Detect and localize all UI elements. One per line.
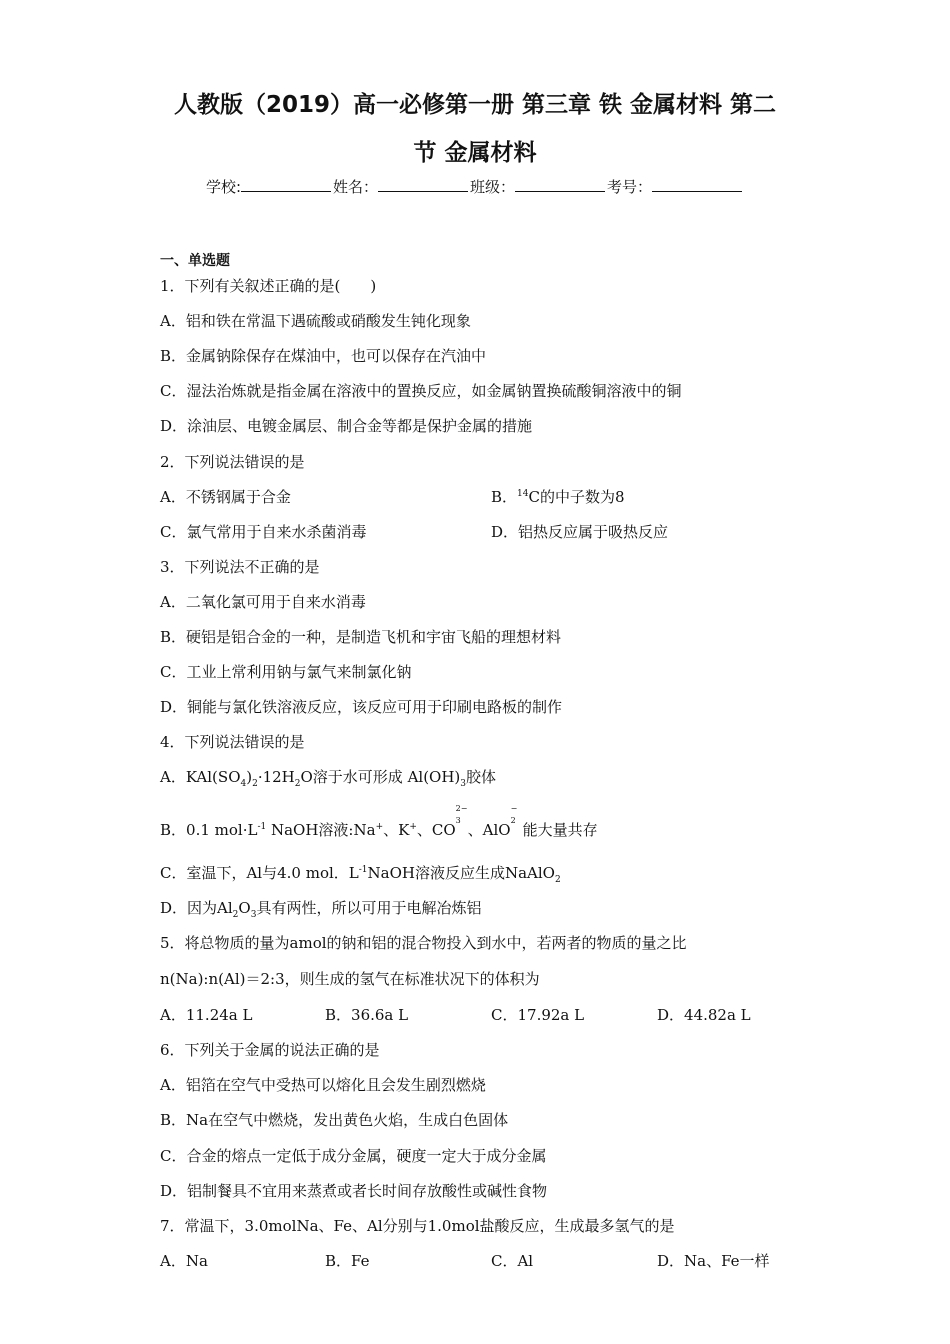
q4-stem: 4．下列说法错误的是	[160, 733, 305, 751]
q6-option-b[interactable]: B．Na在空气中燃烧，发出黄色火焰，生成白色固体	[160, 1111, 509, 1129]
q3-option-c[interactable]: C．工业上常利用钠与氯气来制氯化钠	[160, 663, 412, 681]
q7-stem: 7．常温下，3.0molNa、Fe、Al分别与1.0mol盐酸反应，生成最多氢气的是	[160, 1217, 675, 1235]
q4-b-text6: 能大量共存	[522, 821, 598, 839]
q2-option-d[interactable]: D．铝热反应属于吸热反应	[491, 523, 669, 541]
q1-stem: 1．下列有关叙述正确的是( )	[160, 277, 377, 295]
name-blank[interactable]	[378, 177, 468, 192]
q4-a-text1: A．KAl(SO	[160, 768, 241, 786]
q1-option-a[interactable]: A．铝和铁在常温下遇硫酸或硝酸发生钝化现象	[160, 312, 471, 330]
q6-option-a[interactable]: A．铝箔在空气中受热可以熔化且会发生剧烈燃烧	[160, 1076, 486, 1094]
carbonate-charge: 2−	[455, 804, 468, 813]
class-label: 班级：	[470, 178, 516, 196]
q2-option-b[interactable]	[491, 487, 625, 507]
q5-option-c[interactable]: C．17.92a L	[491, 1006, 585, 1024]
q5-stem-line1: 5．将总物质的量为amol的钠和铝的混合物投入到水中，若两者的物质的量之比	[160, 934, 687, 952]
q1-option-c[interactable]: C．湿法治炼就是指金属在溶液中的置换反应，如金属钠置换硫酸铜溶液中的铜	[160, 382, 682, 400]
q4-option-d[interactable]	[160, 898, 481, 918]
q6-option-c[interactable]: C．合金的熔点一定低于成分金属，硬度一定大于成分金属	[160, 1147, 547, 1165]
q4-a-text4: O溶于水可形成 Al(OH)	[300, 768, 461, 786]
q2-b-mass-number: 14	[517, 489, 529, 499]
q4-a-sub4: 3	[460, 779, 467, 789]
q7-option-d[interactable]: D．Na、Fe一样	[657, 1252, 770, 1270]
q5-stem-line2: n(Na):n(Al)＝2:3，则生成的氢气在标准状况下的体积为	[160, 970, 540, 988]
q4-c-text1: C．室温下，Al与4.0 mol．L	[160, 864, 359, 882]
q3-stem: 3．下列说法不正确的是	[160, 558, 320, 576]
q4-b-sup2: +	[375, 822, 384, 832]
school-label: 学校:	[205, 178, 241, 196]
q4-b-text1: B．0.1 mol·L	[160, 821, 258, 839]
q7-option-c[interactable]: C．Al	[491, 1252, 534, 1270]
q6-stem: 6．下列关于金属的说法正确的是	[160, 1041, 380, 1059]
q4-b-sup3: +	[409, 822, 417, 832]
q4-a-text2: )	[246, 768, 253, 786]
q1-option-b[interactable]: B．金属钠除保存在煤油中，也可以保存在汽油中	[160, 347, 487, 365]
aluminate-charge-stack	[510, 804, 523, 835]
name-label: 姓名：	[333, 178, 379, 196]
q4-option-b[interactable]	[160, 804, 598, 840]
q4-option-c[interactable]	[160, 863, 561, 883]
q4-a-text5: 胶体	[466, 768, 497, 786]
q2-stem: 2．下列说法错误的是	[160, 453, 305, 471]
q4-a-sub2: 2	[252, 779, 258, 789]
q4-c-text2: NaOH溶液反应生成NaAlO	[367, 864, 555, 882]
q3-option-b[interactable]: B．硬铝是铝合金的一种，是制造飞机和宇宙飞船的理想材料	[160, 628, 562, 646]
section-title: 一、单选题	[160, 253, 230, 269]
q1-option-d[interactable]: D．涂油层、电镀金属层、制合金等都是保护金属的措施	[160, 417, 533, 435]
carbonate-subscript: 3	[455, 816, 461, 825]
student-info-row	[0, 176, 950, 197]
q4-b-text4: 、CO	[416, 821, 456, 839]
q2-option-c[interactable]: C．氯气常用于自来水杀菌消毒	[160, 523, 367, 541]
q7-option-b[interactable]: B．Fe	[325, 1252, 370, 1270]
q4-c-sub: 2	[554, 875, 561, 885]
exam-no-blank[interactable]	[652, 177, 742, 192]
q4-b-text3: 、K	[383, 821, 410, 839]
q5-option-a[interactable]: A．11.24a L	[160, 1006, 253, 1024]
q5-option-d[interactable]: D．44.82a L	[657, 1006, 751, 1024]
q4-b-sup1: -1	[257, 822, 267, 832]
q2-b-prefix: B．	[491, 488, 518, 506]
q4-a-text3: ·12H	[257, 768, 295, 786]
q4-d-sub2: 3	[250, 910, 257, 920]
q4-b-text5: 、AlO	[467, 821, 511, 839]
q2-option-a[interactable]: A．不锈钢属于合金	[160, 488, 291, 506]
q2-b-text: C的中子数为8	[528, 488, 625, 506]
q3-option-a[interactable]: A．二氧化氯可用于自来水消毒	[160, 593, 366, 611]
school-blank[interactable]	[241, 177, 331, 192]
q6-option-d[interactable]: D．铝制餐具不宜用来蒸煮或者长时间存放酸性或碱性食物	[160, 1182, 548, 1200]
q4-a-sub3: 2	[294, 779, 301, 789]
q4-d-text3: 具有两性，所以可用于电解冶炼铝	[256, 899, 482, 917]
q4-d-sub1: 2	[232, 910, 239, 920]
q4-b-text2: NaOH溶液:Na	[266, 821, 376, 839]
page-title-line1: 人教版（2019）高一必修第一册 第三章 铁 金属材料 第二	[173, 92, 777, 118]
q7-option-a[interactable]: A．Na	[160, 1252, 208, 1270]
page-title-line2: 节 金属材料	[413, 140, 537, 166]
q4-option-a[interactable]	[160, 767, 496, 787]
q3-option-d[interactable]: D．铜能与氯化铁溶液反应，该反应可用于印刷电路板的制作	[160, 698, 563, 716]
aluminate-charge: −	[510, 804, 518, 813]
aluminate-subscript: 2	[510, 816, 516, 825]
q4-d-text1: D．因为Al	[160, 899, 233, 917]
carbonate-charge-stack	[455, 804, 468, 835]
exam-no-label: 考号：	[607, 178, 653, 196]
q4-d-text2: O	[238, 899, 251, 917]
q4-c-sup: -1	[358, 865, 368, 875]
class-blank[interactable]	[515, 177, 605, 192]
q4-a-sub1: 4	[240, 779, 247, 789]
q5-option-b[interactable]: B．36.6a L	[325, 1006, 409, 1024]
